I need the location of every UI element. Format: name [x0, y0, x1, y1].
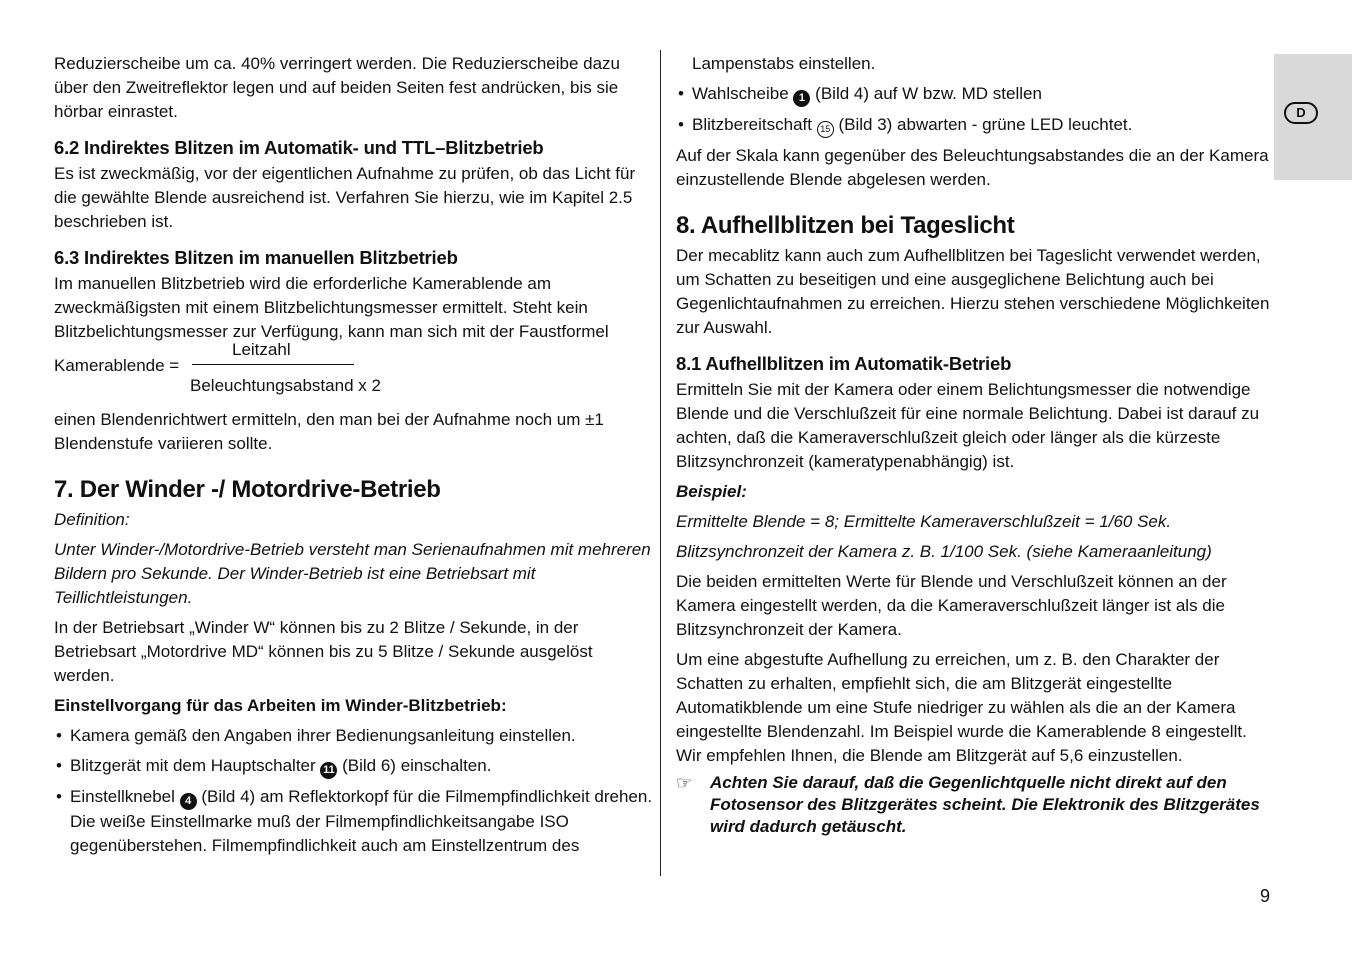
list-item: • Blitzbereitschaft 15 (Bild 3) abwarten - grüne LED leuchtet.	[676, 113, 1276, 138]
graduated-fill-paragraph: Um eine abgestufte Aufhellung zu erreichen, um z. B. den Charakter der Schatten zu erhalten, empfiehlt sich, die am Blitzgerät eingestellte Automatikblende um eine Stufe niedriger zu wählen als die an der Kamera eingestellte Blendenzahl. Im Beispiel wurde die Kamerablende 8 eingestellt. Wir empfehlen Ihnen, die Blende am Blitzgerät auf 5,6 einzustellen.	[676, 650, 1247, 765]
pointing-hand-icon: ☞	[676, 773, 693, 793]
section-8-1-heading: 8.1 Aufhellblitzen im Automatik-Betrieb	[676, 353, 1012, 374]
guide-number-formula	[54, 340, 654, 402]
list-item: • Einstellknebel 4 (Bild 4) am Reflektorkopf für die Filmempfindlichkeit drehen. Die weiße Einstellmarke muß der Filmempfindlichkeitsangabe ISO gegenüberstehen. Filmempfindlichkeit auch am Einstellzentrum des	[54, 785, 654, 858]
formula-lhs: Kamerablende =	[54, 356, 180, 375]
definition-label: Definition:	[54, 510, 130, 529]
values-paragraph: Die beiden ermittelten Werte für Blende und Verschlußzeit können an der Kamera eingestellt werden, da die Kameraverschlußzeit länger ist als die Blitzsynchronzeit der Kamera.	[676, 572, 1227, 639]
fraction-line	[192, 364, 354, 365]
section-8-heading: 8. Aufhellblitzen bei Tageslicht	[676, 212, 1015, 239]
warning-note-text: Achten Sie darauf, daß die Gegenlichtquelle nicht direkt auf den Fotosensor des Blitzgerätes scheint. Die Elektronik des Blitzgerätes wird dadurch getäuscht.	[710, 773, 1260, 836]
control-number-15-icon: 15	[817, 121, 834, 138]
example-label: Beispiel:	[676, 482, 747, 501]
list-item: • Wahlscheibe 1 (Bild 4) auf W bzw. MD stellen	[676, 82, 1276, 107]
section-6-3-heading: 6.3 Indirektes Blitzen im manuellen Blitzbetrieb	[54, 247, 458, 268]
column-divider	[660, 50, 661, 876]
section-7-text: In der Betriebsart „Winder W“ können bis zu 2 Blitze / Sekunde, in der Betriebsart „Motordrive MD“ können bis zu 5 Blitze / Sekunde ausgelöst werden.	[54, 618, 593, 685]
formula-denominator: Beleuchtungsabstand x 2	[190, 376, 381, 395]
section-6-3-after: einen Blendenrichtwert ermitteln, den man bei der Aufnahme noch um ±1 Blendenstufe variieren sollte.	[54, 410, 604, 453]
section-8-1-text: Ermitteln Sie mit der Kamera oder einem Belichtungsmesser die notwendige Blende und die Verschlußzeit für eine normale Belichtung. Dabei ist darauf zu achten, daß die Kameraverschlußzeit gleich oder länger als die kürzeste Blitzsynchronzeit (kameratypenabhängig) ist.	[676, 380, 1260, 471]
section-6-2-text: Es ist zweckmäßig, vor der eigentlichen Aufnahme zu prüfen, ob das Licht für die gewählte Blende ausreichend ist. Verfahren Sie hierzu, wie im Kapitel 2.5 beschrieben ist.	[54, 164, 636, 231]
list-item: • Blitzgerät mit dem Hauptschalter 11 (Bild 6) einschalten.	[54, 754, 654, 779]
example-line-2: Blitzsynchronzeit der Kamera z. B. 1/100 Sek. (siehe Kameraanleitung)	[676, 542, 1212, 561]
example-line-1: Ermittelte Blende = 8; Ermittelte Kameraverschlußzeit = 1/60 Sek.	[676, 512, 1172, 531]
section-6-2-heading: 6.2 Indirektes Blitzen im Automatik- und TTL–Blitzbetrieb	[54, 137, 544, 158]
right-column	[676, 52, 1276, 838]
language-tab	[1274, 54, 1352, 180]
control-number-11-icon: 11	[320, 762, 337, 779]
warning-note	[676, 772, 1276, 838]
control-number-1-icon: 1	[793, 90, 810, 107]
scale-paragraph: Auf der Skala kann gegenüber des Beleuchtungsabstandes die an der Kamera einzustellende Blende abgelesen werden.	[676, 146, 1269, 189]
section-7-heading: 7. Der Winder -/ Motordrive-Betrieb	[54, 476, 441, 503]
section-8-text: Der mecablitz kann auch zum Aufhellblitzen bei Tageslicht verwendet werden, um Schatten zu beseitigen und eine ausgeglichene Belichtung auch bei Gegenlichtaufnahmen zu erreichen. Hierzu stehen verschiedene Möglichkeiten zur Auswahl.	[676, 246, 1270, 337]
section-7-subheading: Einstellvorgang für das Arbeiten im Winder-Blitzbetrieb:	[54, 696, 507, 715]
language-badge: D	[1284, 102, 1318, 124]
control-number-4-icon: 4	[180, 793, 197, 810]
continued-text: Lampenstabs einstellen.	[692, 54, 876, 73]
definition-text: Unter Winder-/Motordrive-Betrieb versteht man Serienaufnahmen mit mehreren Bildern pro Sekunde. Der Winder-Betrieb ist eine Betriebsart mit Teillichtleistungen.	[54, 540, 651, 607]
list-item: • Kamera gemäß den Angaben ihrer Bedienungsanleitung einstellen.	[54, 724, 654, 748]
formula-numerator: Leitzahl	[232, 340, 291, 359]
intro-paragraph: Reduzierscheibe um ca. 40% verringert werden. Die Reduzierscheibe dazu über den Zweitreflektor legen und auf beiden Seiten fest andrücken, bis sie hörbar einrastet.	[54, 54, 621, 121]
left-column	[54, 52, 654, 858]
page-number: 9	[1260, 886, 1271, 906]
section-6-3-text: Im manuellen Blitzbetrieb wird die erforderliche Kamerablende am zweckmäßigsten mit einem Blitzbelichtungsmesser ermittelt. Steht kein Blitzbelichtungsmesser zur Verfügung, kann man sich mit der Faustformel	[54, 274, 609, 341]
